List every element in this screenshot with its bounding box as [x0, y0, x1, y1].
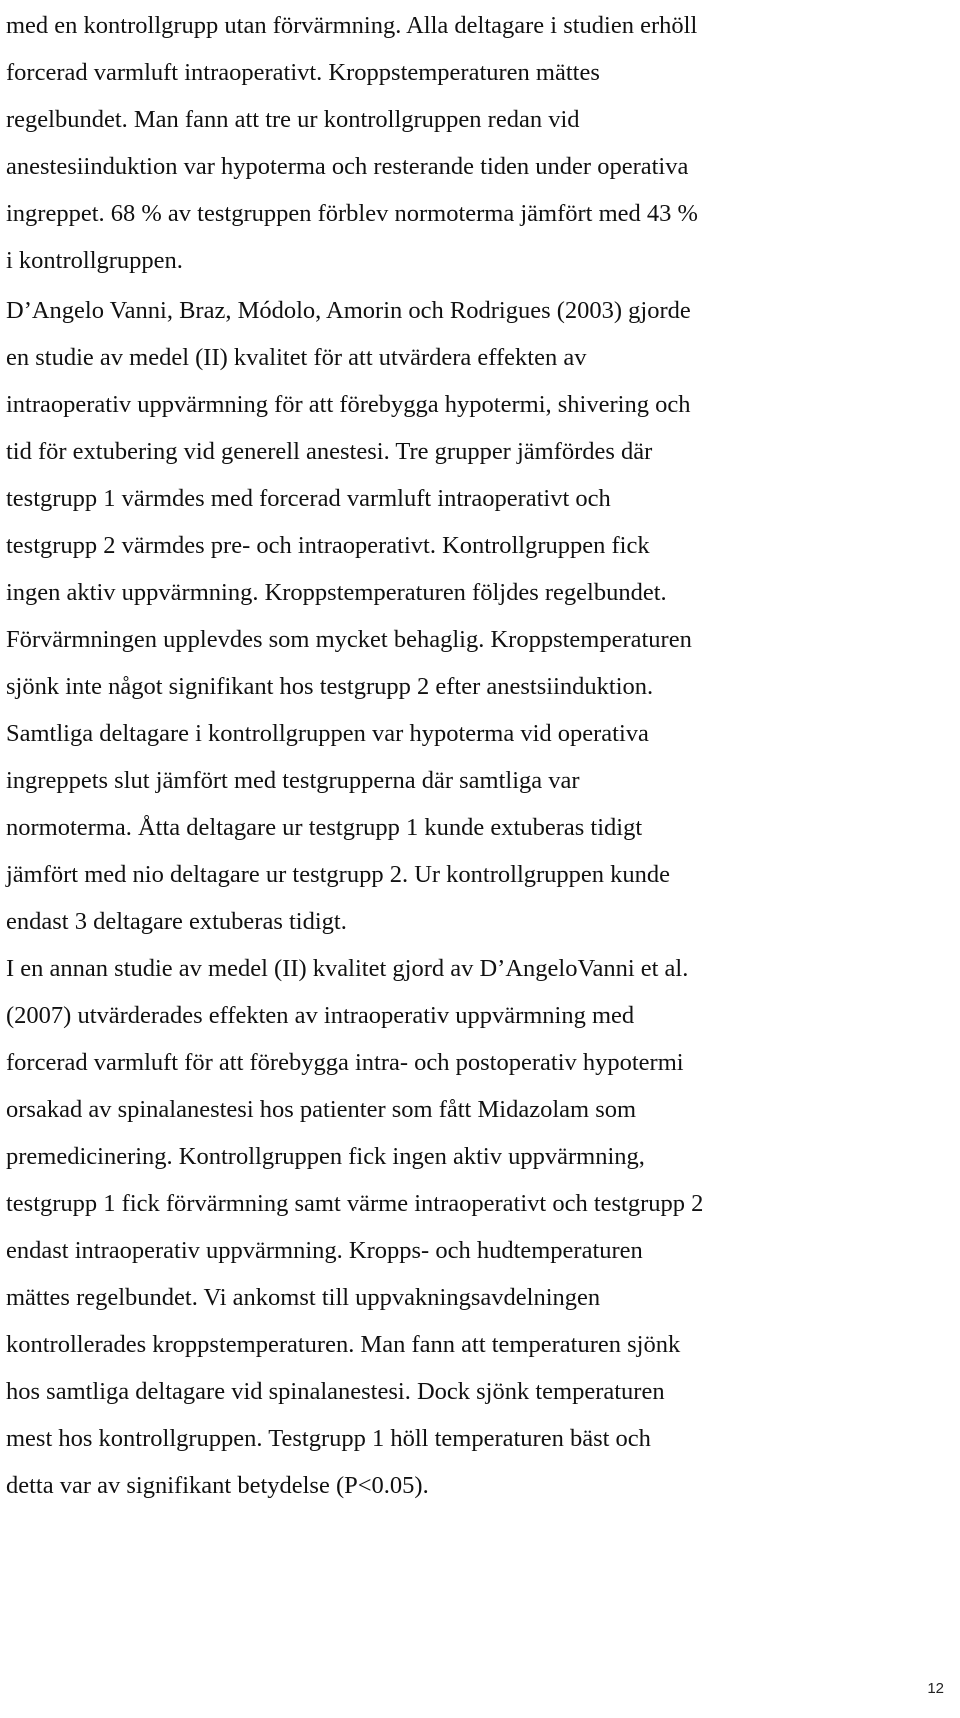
text-line: testgrupp 1 värmdes med forcerad varmluft intraoperativt och	[6, 485, 611, 512]
text-line: testgrupp 1 fick förvärmning samt värme intraoperativt och testgrupp 2	[6, 1190, 704, 1217]
text-line: orsakad av spinalanestesi hos patienter som fått Midazolam som	[6, 1096, 637, 1123]
text-line: forcerad varmluft för att förebygga intra- och postoperativ hypotermi	[6, 1049, 684, 1076]
text-line: ingen aktiv uppvärmning. Kroppstemperaturen följdes regelbundet.	[6, 579, 667, 606]
paragraph-2	[6, 287, 692, 945]
text-line: testgrupp 2 värmdes pre- och intraoperativt. Kontrollgruppen fick	[6, 532, 650, 559]
page-number: 12	[927, 1680, 944, 1697]
text-line: endast 3 deltagare extuberas tidigt.	[6, 908, 347, 935]
text-line: mest hos kontrollgruppen. Testgrupp 1 höll temperaturen bäst och	[6, 1425, 651, 1452]
text-line: Samtliga deltagare i kontrollgruppen var hypoterma vid operativa	[6, 720, 649, 747]
text-line: regelbundet. Man fann att tre ur kontrollgruppen redan vid	[6, 106, 580, 133]
text-line: D’Angelo Vanni, Braz, Módolo, Amorin och Rodrigues (2003) gjorde	[6, 297, 691, 324]
text-line: endast intraoperativ uppvärmning. Kropps- och hudtemperaturen	[6, 1237, 643, 1264]
text-line: kontrollerades kroppstemperaturen. Man fann att temperaturen sjönk	[6, 1331, 681, 1358]
text-line: en studie av medel (II) kvalitet för att utvärdera effekten av	[6, 344, 587, 371]
text-line: i kontrollgruppen.	[6, 247, 183, 274]
text-line: sjönk inte något signifikant hos testgrupp 2 efter anestsiinduktion.	[6, 673, 654, 700]
text-line: normoterma. Åtta deltagare ur testgrupp 1 kunde extuberas tidigt	[6, 814, 643, 841]
text-line: ingreppet. 68 % av testgruppen förblev normoterma jämfört med 43 %	[6, 200, 698, 227]
text-line: intraoperativ uppvärmning för att förebygga hypotermi, shivering och	[6, 391, 691, 418]
text-line: detta var av signifikant betydelse (P<0.05).	[6, 1472, 429, 1499]
text-line: I en annan studie av medel (II) kvalitet gjord av D’AngeloVanni et al.	[6, 955, 689, 982]
text-line: premedicinering. Kontrollgruppen fick ingen aktiv uppvärmning,	[6, 1143, 645, 1170]
paragraph-1	[6, 2, 698, 284]
text-line: Förvärmningen upplevdes som mycket behaglig. Kroppstemperaturen	[6, 626, 692, 653]
text-line: forcerad varmluft intraoperativt. Kroppstemperaturen mättes	[6, 59, 600, 86]
text-line: hos samtliga deltagare vid spinalanestesi. Dock sjönk temperaturen	[6, 1378, 665, 1405]
text-line: anestesiinduktion var hypoterma och resterande tiden under operativa	[6, 153, 689, 180]
text-line: ingreppets slut jämfört med testgrupperna där samtliga var	[6, 767, 580, 794]
text-line: jämfört med nio deltagare ur testgrupp 2. Ur kontrollgruppen kunde	[6, 861, 671, 888]
paragraph-3	[6, 945, 703, 1509]
text-line: med en kontrollgrupp utan förvärmning. Alla deltagare i studien erhöll	[6, 12, 698, 39]
text-line: mättes regelbundet. Vi ankomst till uppvakningsavdelningen	[6, 1284, 601, 1311]
text-line: tid för extubering vid generell anestesi. Tre grupper jämfördes där	[6, 438, 653, 465]
text-line: (2007) utvärderades effekten av intraoperativ uppvärmning med	[6, 1002, 635, 1029]
